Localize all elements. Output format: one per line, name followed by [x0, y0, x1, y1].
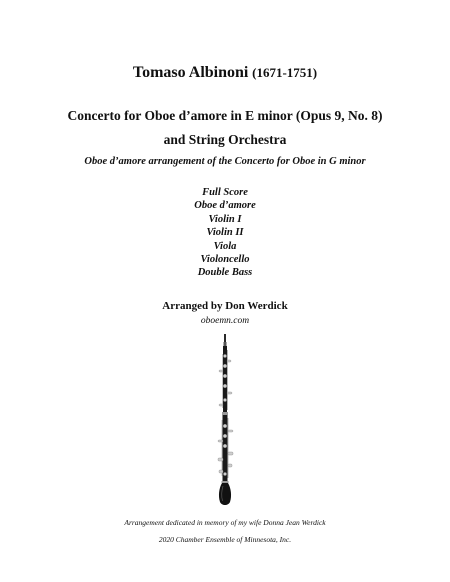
arranger-credit: Arranged by Don Werdick	[162, 300, 288, 312]
part-item: Violin I	[208, 213, 242, 225]
composer-dates: (1671-1751)	[252, 65, 318, 80]
composer-line	[0, 64, 450, 82]
part-item: Viola	[213, 240, 237, 252]
oboe-illustration	[213, 334, 237, 508]
dedication-text: Arrangement dedicated in memory of my wife Donna Jean Werdick	[124, 518, 326, 527]
part-item: Full Score	[202, 187, 248, 198]
parts-list	[0, 186, 450, 280]
copyright-text: 2020 Chamber Ensemble of Minnesota, Inc.	[158, 535, 292, 544]
composer-name: Tomaso Albinoni	[132, 64, 249, 81]
piece-title-line-2: and String Orchestra	[163, 132, 287, 147]
part-item: Violin II	[206, 227, 244, 239]
arrangement-subtitle: Oboe d’amore arrangement of the Concerto for Oboe in G minor	[84, 156, 366, 167]
piece-title-line-1: Concerto for Oboe d’amore in E minor (Opus 9, No. 8)	[67, 108, 383, 123]
part-item: Double Bass	[197, 267, 253, 279]
website-text: oboemn.com	[200, 316, 250, 326]
part-item: Oboe d’amore	[194, 200, 256, 212]
part-item: Violoncello	[200, 254, 250, 266]
